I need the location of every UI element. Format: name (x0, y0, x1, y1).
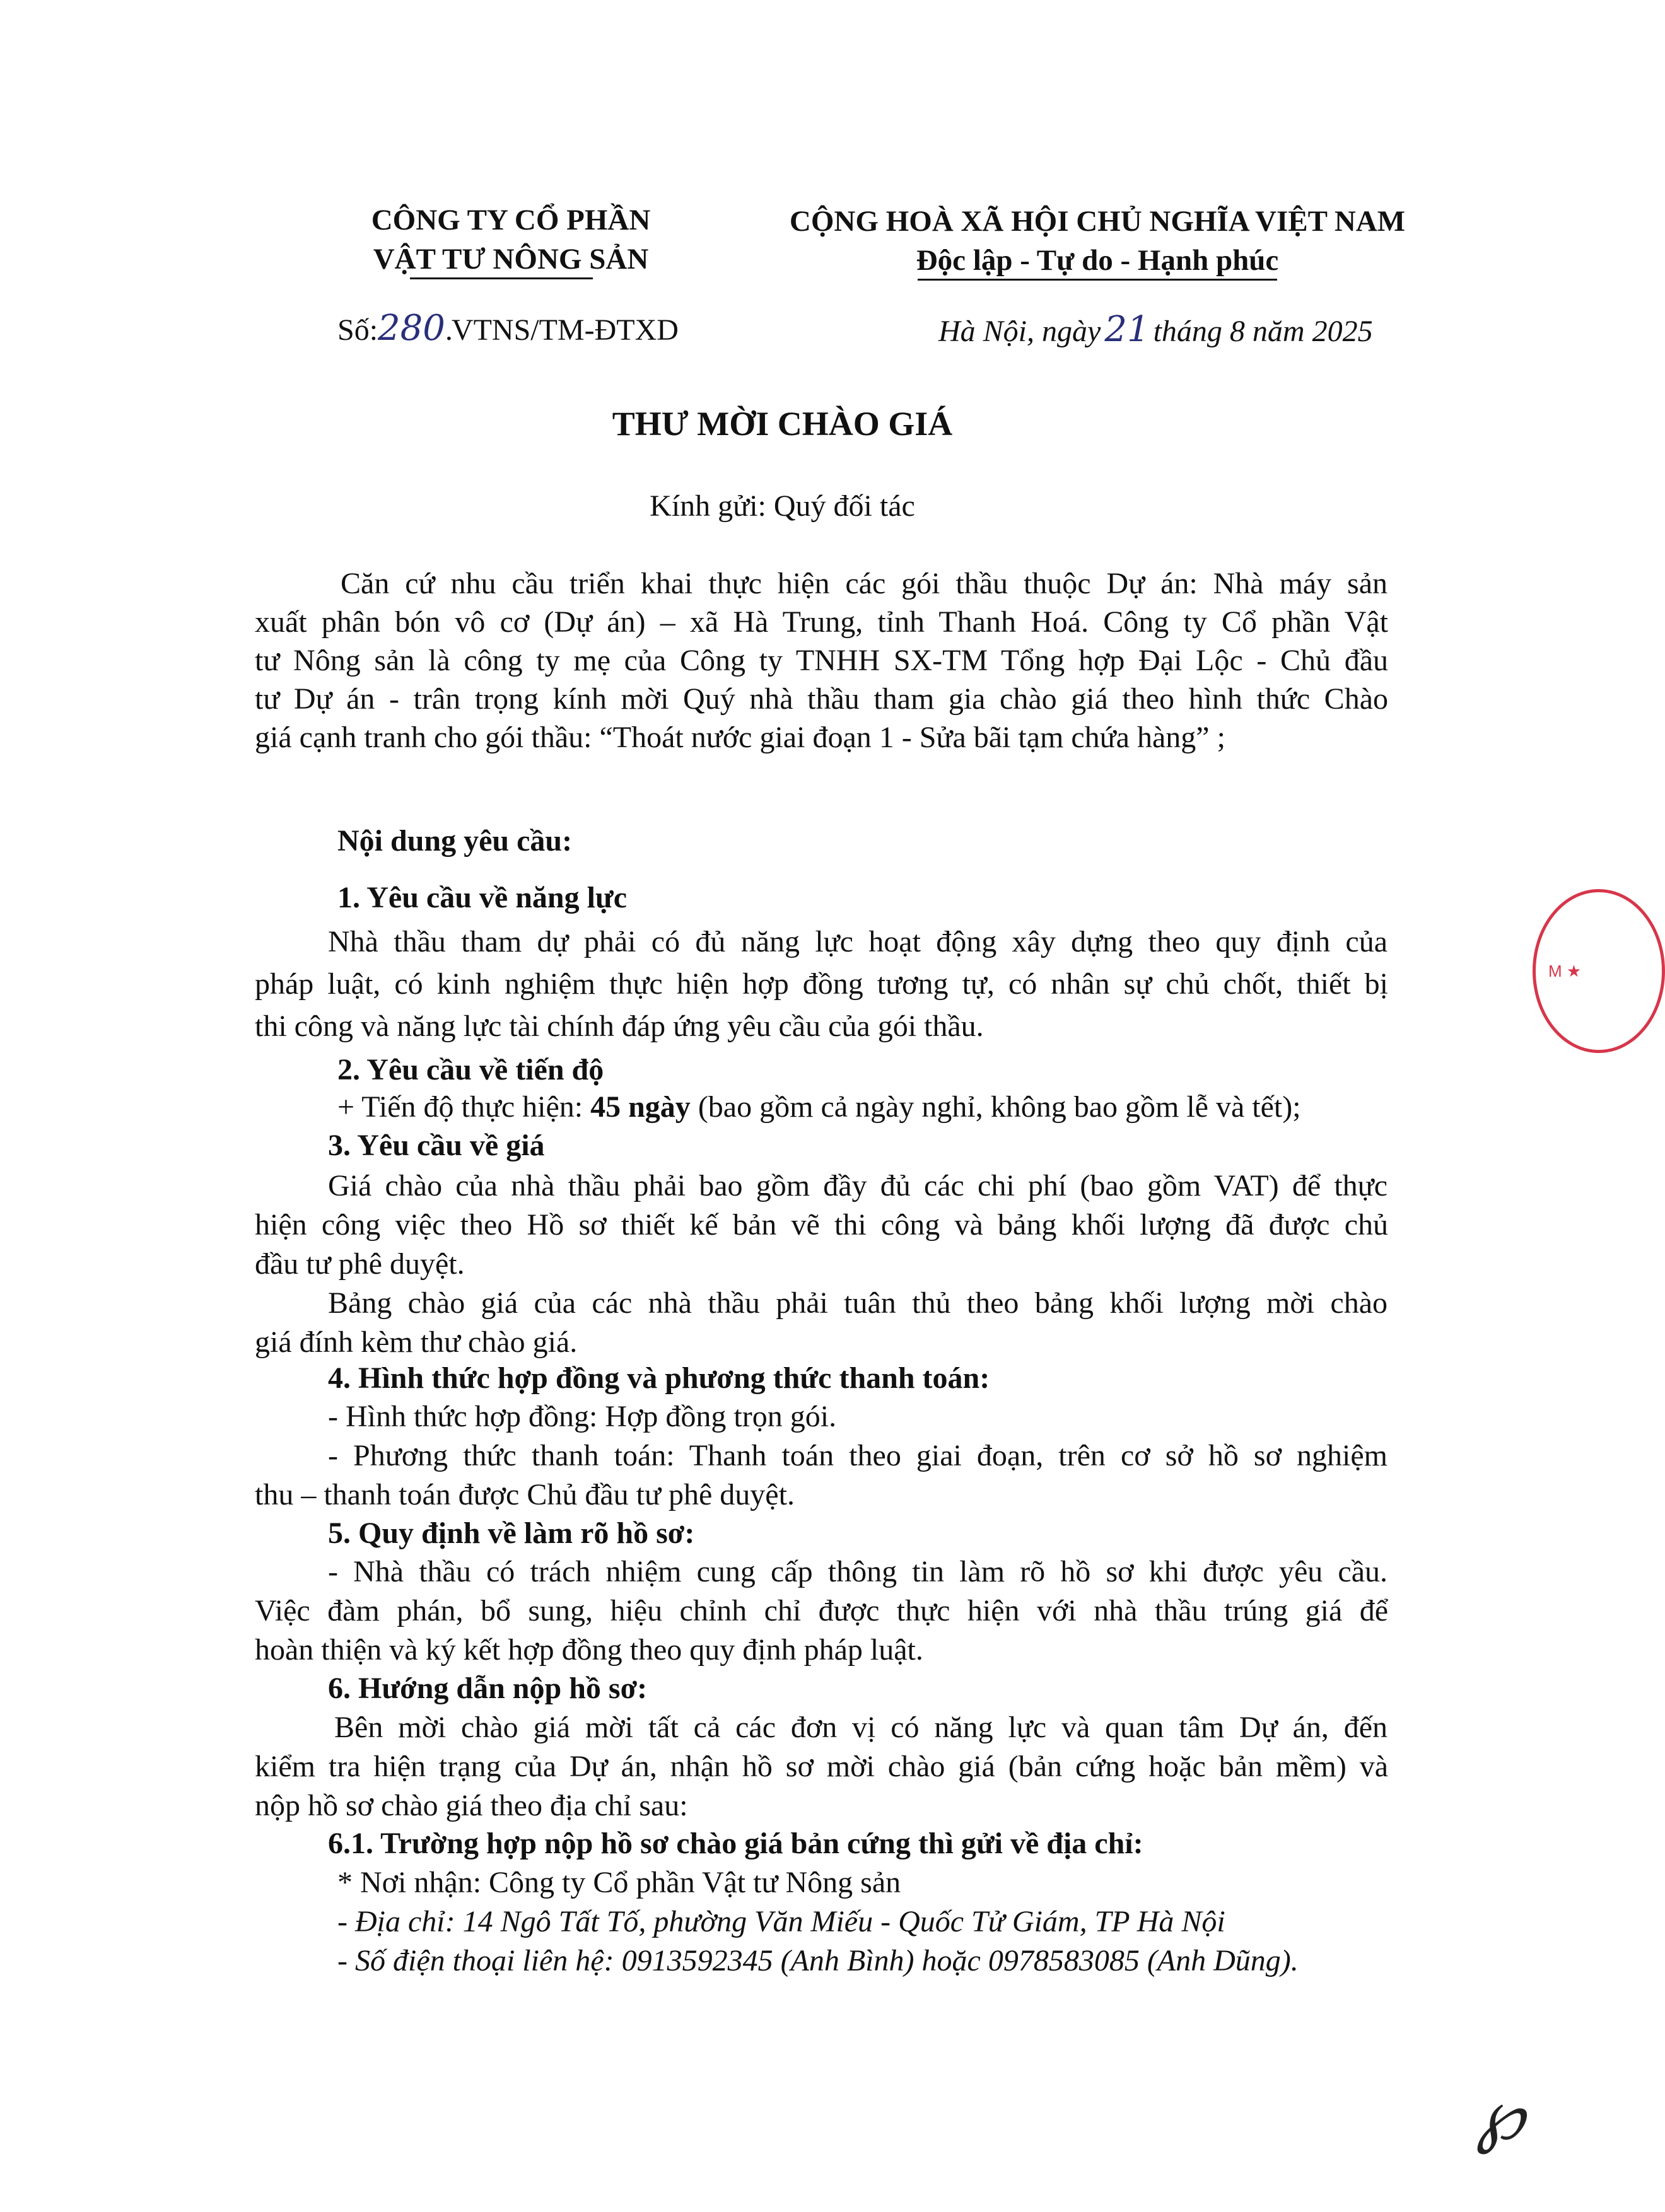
section-5-line: Việc đàm phán, bổ sung, hiệu chỉnh chỉ được thực hiện với nhà thầu trúng giá để (255, 1594, 1388, 1627)
national-motto: Độc lập - Tự do - Hạnh phúc (916, 244, 1279, 277)
section-1-line: thi công và năng lực tài chính đáp ứng yêu cầu của gói thầu. (255, 1010, 984, 1043)
document-number-prefix: Số: (337, 313, 378, 347)
section-4-line: thu – thanh toán được Chủ đầu tư phê duyệt. (255, 1478, 795, 1511)
section-6-line: Bên mời chào giá mời tất cả các đơn vị có năng lực và quan tâm Dự án, đến (334, 1711, 1388, 1744)
document-number-handwritten: 280 (378, 308, 445, 349)
schedule-days: 45 ngày (590, 1090, 691, 1124)
greeting: Kính gửi: Quý đối tác (650, 489, 915, 523)
section-4-line: - Hình thức hợp đồng: Hợp đồng trọn gói. (328, 1400, 837, 1433)
intro-line: tư Nông sản là công ty mẹ của Công ty TNHH SX-TM Tổng hợp Đại Lộc - Chủ đầu (255, 644, 1388, 677)
section-6-1-heading: 6.1. Trường hợp nộp hồ sơ chào giá bản cứng thì gửi về địa chỉ: (328, 1827, 1143, 1860)
recipient: * Nơi nhận: Công ty Cổ phần Vật tư Nông sản (337, 1866, 901, 1899)
document-number-suffix: VTNS/TM-ĐTXD (451, 313, 679, 347)
national-motto-underline (918, 279, 1277, 281)
section-3-line: đầu tư phê duyệt. (255, 1247, 465, 1281)
page-title: THƯ MỜI CHÀO GIÁ (612, 405, 953, 443)
seal-text: M ★ (1548, 962, 1582, 981)
date-prefix: Hà Nội, ngày (938, 315, 1101, 348)
section-3-line: giá đính kèm thư chào giá. (255, 1325, 578, 1359)
section-3-line: Bảng chào giá của các nhà thầu phải tuân thủ theo bảng khối lượng mời chào (328, 1286, 1388, 1320)
section-1-heading: 1. Yêu cầu về năng lực (337, 881, 628, 914)
section-3-line: hiện công việc theo Hồ sơ thiết kế bản vẽ thi công và bảng khối lượng đã được chủ (255, 1208, 1388, 1242)
section-4-heading: 4. Hình thức hợp đồng và phương thức thanh toán: (328, 1361, 990, 1395)
intro-line: tư Dự án - trân trọng kính mời Quý nhà thầu tham gia chào giá theo hình thức Chào (255, 682, 1388, 716)
section-1-line: Nhà thầu tham dự phải có đủ năng lực hoạt động xây dựng theo quy định của (328, 925, 1388, 958)
requirements-heading: Nội dung yêu cầu: (337, 824, 573, 858)
intro-line: giá cạnh tranh cho gói thầu: “Thoát nước giai đoạn 1 - Sửa bãi tạm chứa hàng” ; (255, 721, 1225, 754)
company-seal-fragment (1533, 889, 1665, 1053)
initials-signature: ℘ (1476, 2075, 1524, 2155)
document-number (337, 309, 679, 350)
document-number-dots: . (445, 313, 452, 347)
company-name-line1: CÔNG TY CỔ PHẦN (371, 204, 651, 236)
section-1-line: pháp luật, có kinh nghiệm thực hiện hợp đồng tương tự, có nhân sự chủ chốt, thiết bị (255, 967, 1388, 1001)
section-6-line: nộp hồ sơ chào giá theo địa chỉ sau: (255, 1789, 688, 1822)
section-2-heading: 2. Yêu cầu về tiến độ (337, 1053, 604, 1086)
company-name-underline (410, 277, 593, 279)
section-5-line: hoàn thiện và ký kết hợp đồng theo quy định pháp luật. (255, 1633, 923, 1667)
date-day-handwritten: 21 (1104, 309, 1150, 350)
contact-phone: - Số điện thoại liên hệ: 0913592345 (Anh Bình) hoặc 0978583085 (Anh Dũng). (337, 1944, 1299, 1977)
section-3-line: Giá chào của nhà thầu phải bao gồm đầy đủ các chi phí (bao gồm VAT) để thực (328, 1169, 1388, 1202)
section-5-heading: 5. Quy định về làm rõ hồ sơ: (328, 1516, 695, 1550)
section-3-heading: 3. Yêu cầu về giá (328, 1129, 545, 1162)
section-4-line: - Phương thức thanh toán: Thanh toán theo giai đoạn, trên cơ sở hồ sơ nghiệm (328, 1439, 1388, 1472)
intro-line: Căn cứ nhu cầu triển khai thực hiện các gói thầu thuộc Dự án: Nhà máy sản (341, 567, 1388, 600)
schedule-suffix: (bao gồm cả ngày nghỉ, không bao gồm lễ và tết); (690, 1090, 1301, 1124)
national-title: CỘNG HOÀ XÃ HỘI CHỦ NGHĨA VIỆT NAM (789, 205, 1406, 238)
section-6-line: kiểm tra hiện trạng của Dự án, nhận hồ sơ mời chào giá (bản cứng hoặc bản mềm) và (255, 1750, 1388, 1783)
date-suffix: tháng 8 năm 2025 (1153, 315, 1373, 348)
section-6-heading: 6. Hướng dẫn nộp hồ sơ: (328, 1672, 648, 1705)
address: - Địa chỉ: 14 Ngô Tất Tố, phường Văn Miếu - Quốc Tử Giám, TP Hà Nội (337, 1905, 1225, 1938)
schedule-prefix: + Tiến độ thực hiện: (337, 1090, 591, 1124)
section-2-line (337, 1088, 1301, 1127)
section-5-line: - Nhà thầu có trách nhiệm cung cấp thông tin làm rõ hồ sơ khi được yêu cầu. (328, 1555, 1388, 1588)
document-date (938, 310, 1373, 351)
intro-line: xuất phân bón vô cơ (Dự án) – xã Hà Trung, tỉnh Thanh Hoá. Công ty Cổ phần Vật (255, 605, 1388, 639)
company-name-line2: VẬT TƯ NÔNG SẢN (373, 243, 649, 276)
